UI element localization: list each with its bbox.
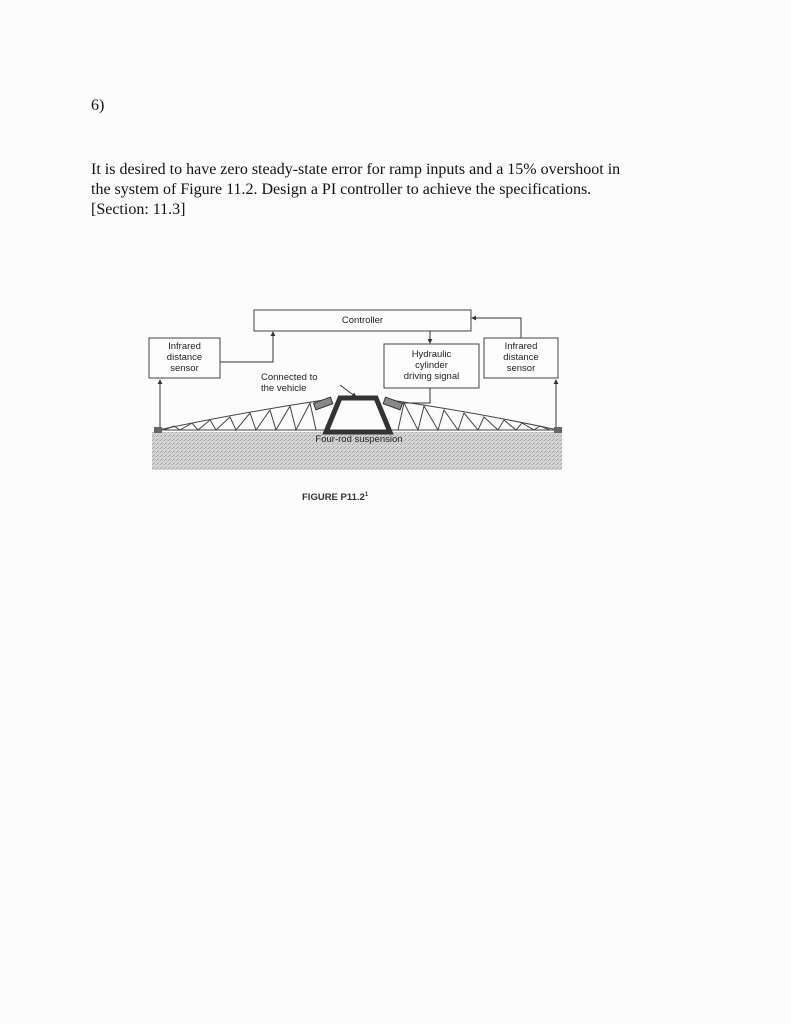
caption-footnote-mark: 1 <box>364 492 369 498</box>
controller-label: Controller <box>341 315 384 326</box>
right-boom-end <box>554 427 562 433</box>
four-rod-suspension-frame <box>326 398 390 432</box>
suspension-label: Four-rod suspension <box>315 434 403 445</box>
connected-arrow <box>340 385 356 397</box>
boom-sprayer-figure <box>144 300 574 520</box>
left-boom-end <box>154 427 162 433</box>
connected-label: Connected to the vehicle <box>261 372 318 394</box>
hydraulic-signal-line <box>402 388 430 403</box>
boom-truss <box>158 400 558 430</box>
left-sensor-signal-line <box>220 332 273 362</box>
problem-statement <box>91 160 731 220</box>
problem-line-1: It is desired to have zero steady-state error for ramp inputs and a 15% overshoot in <box>91 161 621 178</box>
problem-line-2: the system of Figure 11.2. Design a PI controller to achieve the specifications. <box>91 181 592 198</box>
right-sensor-signal-line <box>472 318 521 338</box>
right-sensor-label: Infrared distance sensor <box>503 341 539 374</box>
left-hydraulic-cylinder <box>314 397 333 410</box>
left-sensor-label: Infrared distance sensor <box>166 341 203 374</box>
hydraulic-label: Hydraulic cylinder driving signal <box>403 349 460 382</box>
figure-drawing <box>144 300 574 520</box>
right-hydraulic-cylinder <box>383 397 402 410</box>
problem-number: 6) <box>91 97 105 114</box>
problem-line-3: [Section: 11.3] <box>91 201 186 218</box>
figure-caption: FIGURE P11.2$^1$ <box>302 492 369 503</box>
